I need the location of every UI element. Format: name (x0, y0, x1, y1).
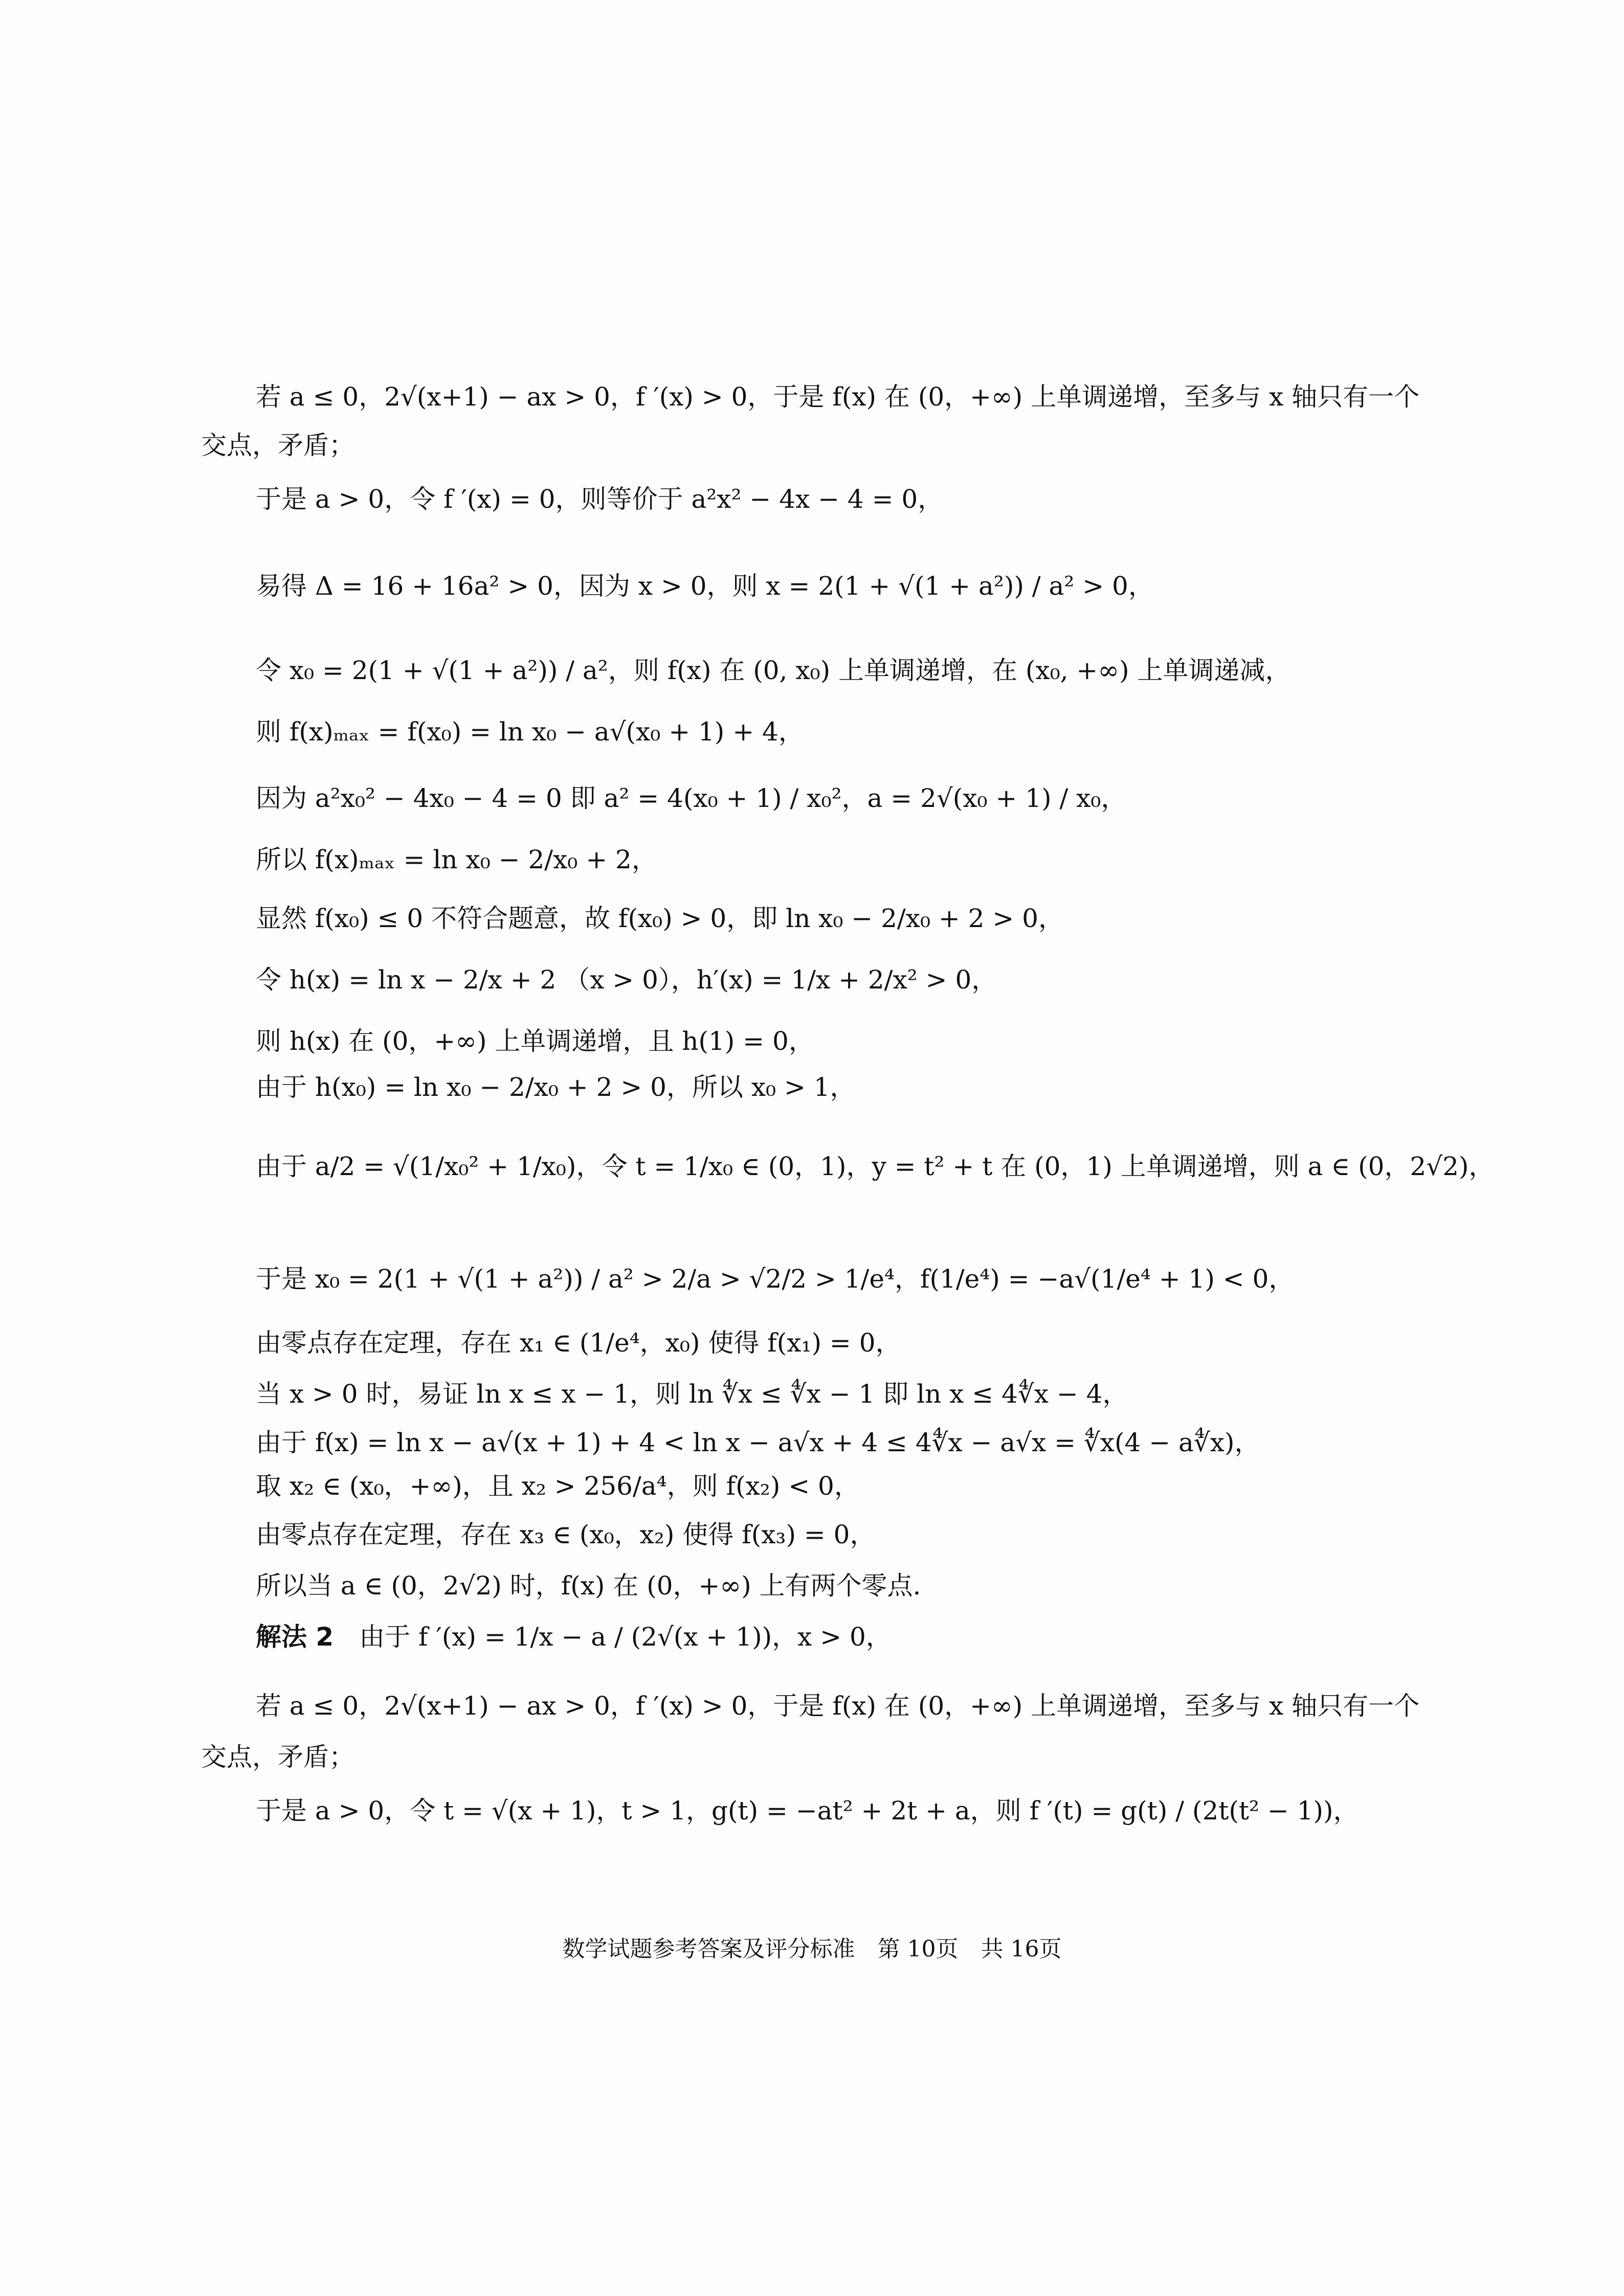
text-line: 由于 f(x) = ln x − a√(x + 1) + 4 < ln x − a√x + 4 ≤ 4∜x − a√x = ∜x(4 − a∜x)， (256, 1428, 1260, 1457)
text-line: 交点，矛盾； (201, 1742, 354, 1772)
text-line: 取 x₂ ∈ (x₀，+∞)，且 x₂ > 256/a⁴，则 f(x₂) < 0， (256, 1471, 860, 1501)
text-line: 则 f(x)ₘₐₓ = f(x₀) = ln x₀ − a√(x₀ + 1) + 4， (256, 717, 804, 747)
page-footer: 数学试题参考答案及评分标准 第 10页 共 16页 (562, 1936, 1062, 1962)
text-line: 交点，矛盾； (201, 431, 354, 460)
method-2-line (256, 1621, 1425, 1653)
text-line: 所以 f(x)ₘₐₓ = ln x₀ − 2/x₀ + 2， (256, 845, 657, 874)
text-line: 则 h(x) 在 (0，+∞) 上单调递增，且 h(1) = 0， (256, 1026, 814, 1056)
text-line: 所以当 a ∈ (0，2√2) 时，f(x) 在 (0，+∞) 上有两个零点. (256, 1571, 921, 1601)
text-line: 令 h(x) = ln x − 2/x + 2 （x > 0），h′(x) = 1/x + 2/x² > 0， (256, 965, 997, 995)
text-line: 若 a ≤ 0，2√(x+1) − ax > 0，f ′(x) > 0，于是 f(x) 在 (0，+∞) 上单调递增，至多与 x 轴只有一个 (256, 382, 1420, 412)
text-line: 易得 Δ = 16 + 16a² > 0，因为 x > 0，则 x = 2(1 + √(1 + a²)) / a² > 0， (256, 571, 1154, 601)
text-line: 由零点存在定理，存在 x₃ ∈ (x₀，x₂) 使得 f(x₃) = 0， (256, 1520, 876, 1549)
text-line: 由于 h(x₀) = ln x₀ − 2/x₀ + 2 > 0，所以 x₀ > 1， (256, 1072, 856, 1102)
text-line: 由于 a/2 = √(1/x₀² + 1/x₀)，令 t = 1/x₀ ∈ (0，1)，y = t² + t 在 (0，1) 上单调递增，则 a ∈ (0，2√2)， (256, 1152, 1495, 1181)
text-line: 由于 f ′(x) = 1/x − a / (2√(x + 1))，x > 0， (359, 1622, 892, 1652)
text-line: 于是 a > 0，令 f ′(x) = 0，则等价于 a²x² − 4x − 4 = 0， (256, 484, 944, 514)
text-line: 令 x₀ = 2(1 + √(1 + a²)) / a²，则 f(x) 在 (0, x₀) 上单调递增，在 (x₀, +∞) 上单调递减， (256, 656, 1291, 685)
method-2-label: 解法 2 (256, 1622, 334, 1652)
text-line: 若 a ≤ 0，2√(x+1) − ax > 0，f ′(x) > 0，于是 f(x) 在 (0，+∞) 上单调递增，至多与 x 轴只有一个 (256, 1691, 1420, 1721)
text-line: 由零点存在定理，存在 x₁ ∈ (1/e⁴，x₀) 使得 f(x₁) = 0， (256, 1328, 901, 1358)
text-line: 于是 a > 0，令 t = √(x + 1)，t > 1，g(t) = −at² + 2t + a，则 f ′(t) = g(t) / (2t(t² − 1))， (256, 1796, 1359, 1826)
text-line: 显然 f(x₀) ≤ 0 不符合题意，故 f(x₀) > 0，即 ln x₀ − 2/x₀ + 2 > 0， (256, 904, 1064, 933)
text-line: 于是 x₀ = 2(1 + √(1 + a²)) / a² > 2/a > √2/2 > 1/e⁴，f(1/e⁴) = −a√(1/e⁴ + 1) < 0， (256, 1264, 1295, 1294)
text-line: 当 x > 0 时，易证 ln x ≤ x − 1，则 ln ∜x ≤ ∜x − 1 即 ln x ≤ 4∜x − 4， (256, 1379, 1128, 1409)
text-line: 因为 a²x₀² − 4x₀ − 4 = 0 即 a² = 4(x₀ + 1) / x₀²，a = 2√(x₀ + 1) / x₀， (256, 783, 1127, 813)
